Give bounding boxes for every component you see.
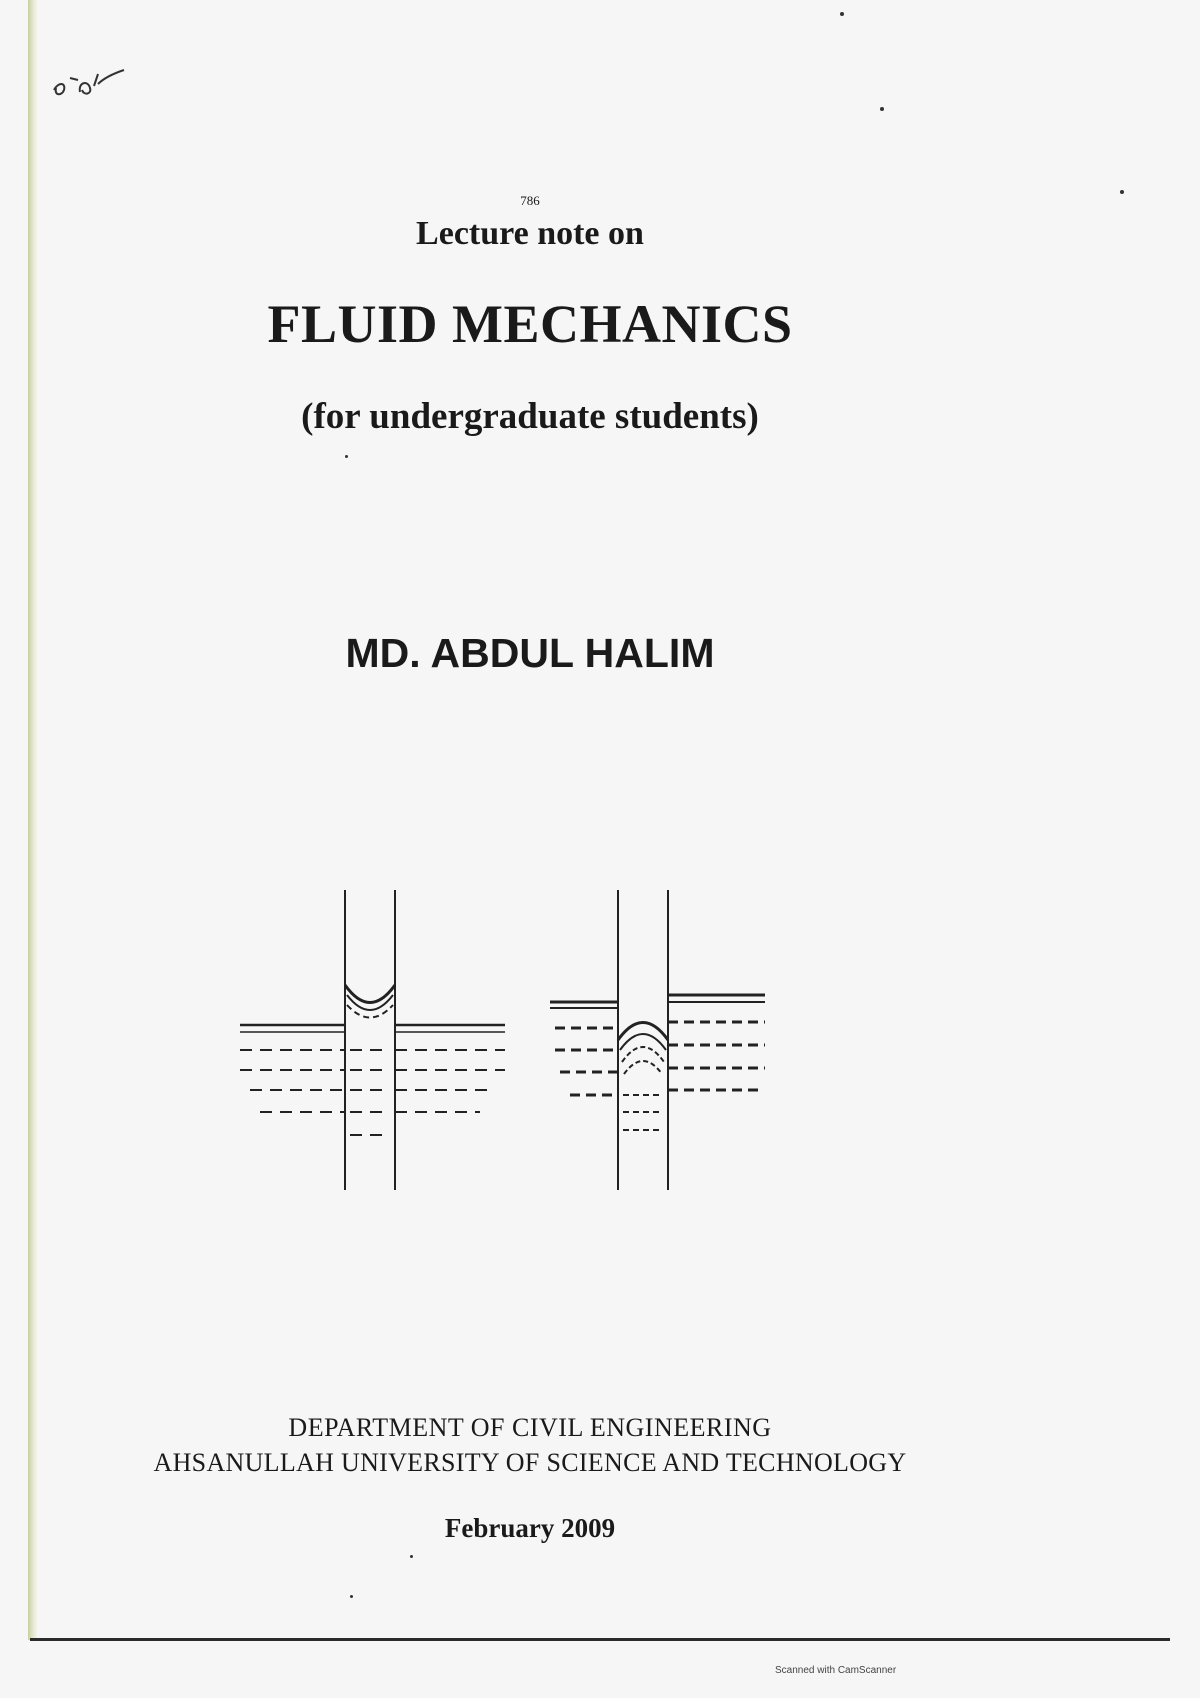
university-line: AHSANULLAH UNIVERSITY OF SCIENCE AND TECHNOLOGY [153, 1448, 907, 1477]
scan-speck [410, 1555, 413, 1558]
scan-speck [880, 107, 884, 111]
capillary-illustration [220, 890, 820, 1190]
document-title: FLUID MECHANICS [267, 294, 793, 354]
scan-speck [350, 1595, 353, 1598]
publication-date: February 2009 [444, 1513, 616, 1543]
department-line: DEPARTMENT OF CIVIL ENGINEERING [288, 1413, 772, 1442]
page-number: 786 [520, 193, 540, 208]
scan-speck [1120, 190, 1124, 194]
handwritten-note [48, 60, 128, 105]
lecture-heading: Lecture note on [416, 215, 644, 252]
scan-speck [345, 455, 348, 458]
document-subtitle: (for undergraduate students) [301, 396, 759, 437]
author-name: MD. ABDUL HALIM [345, 630, 715, 676]
scanner-credit: Scanned with CamScanner [775, 1665, 897, 1676]
bottom-edge-line [30, 1638, 1170, 1641]
scan-speck [840, 12, 844, 16]
